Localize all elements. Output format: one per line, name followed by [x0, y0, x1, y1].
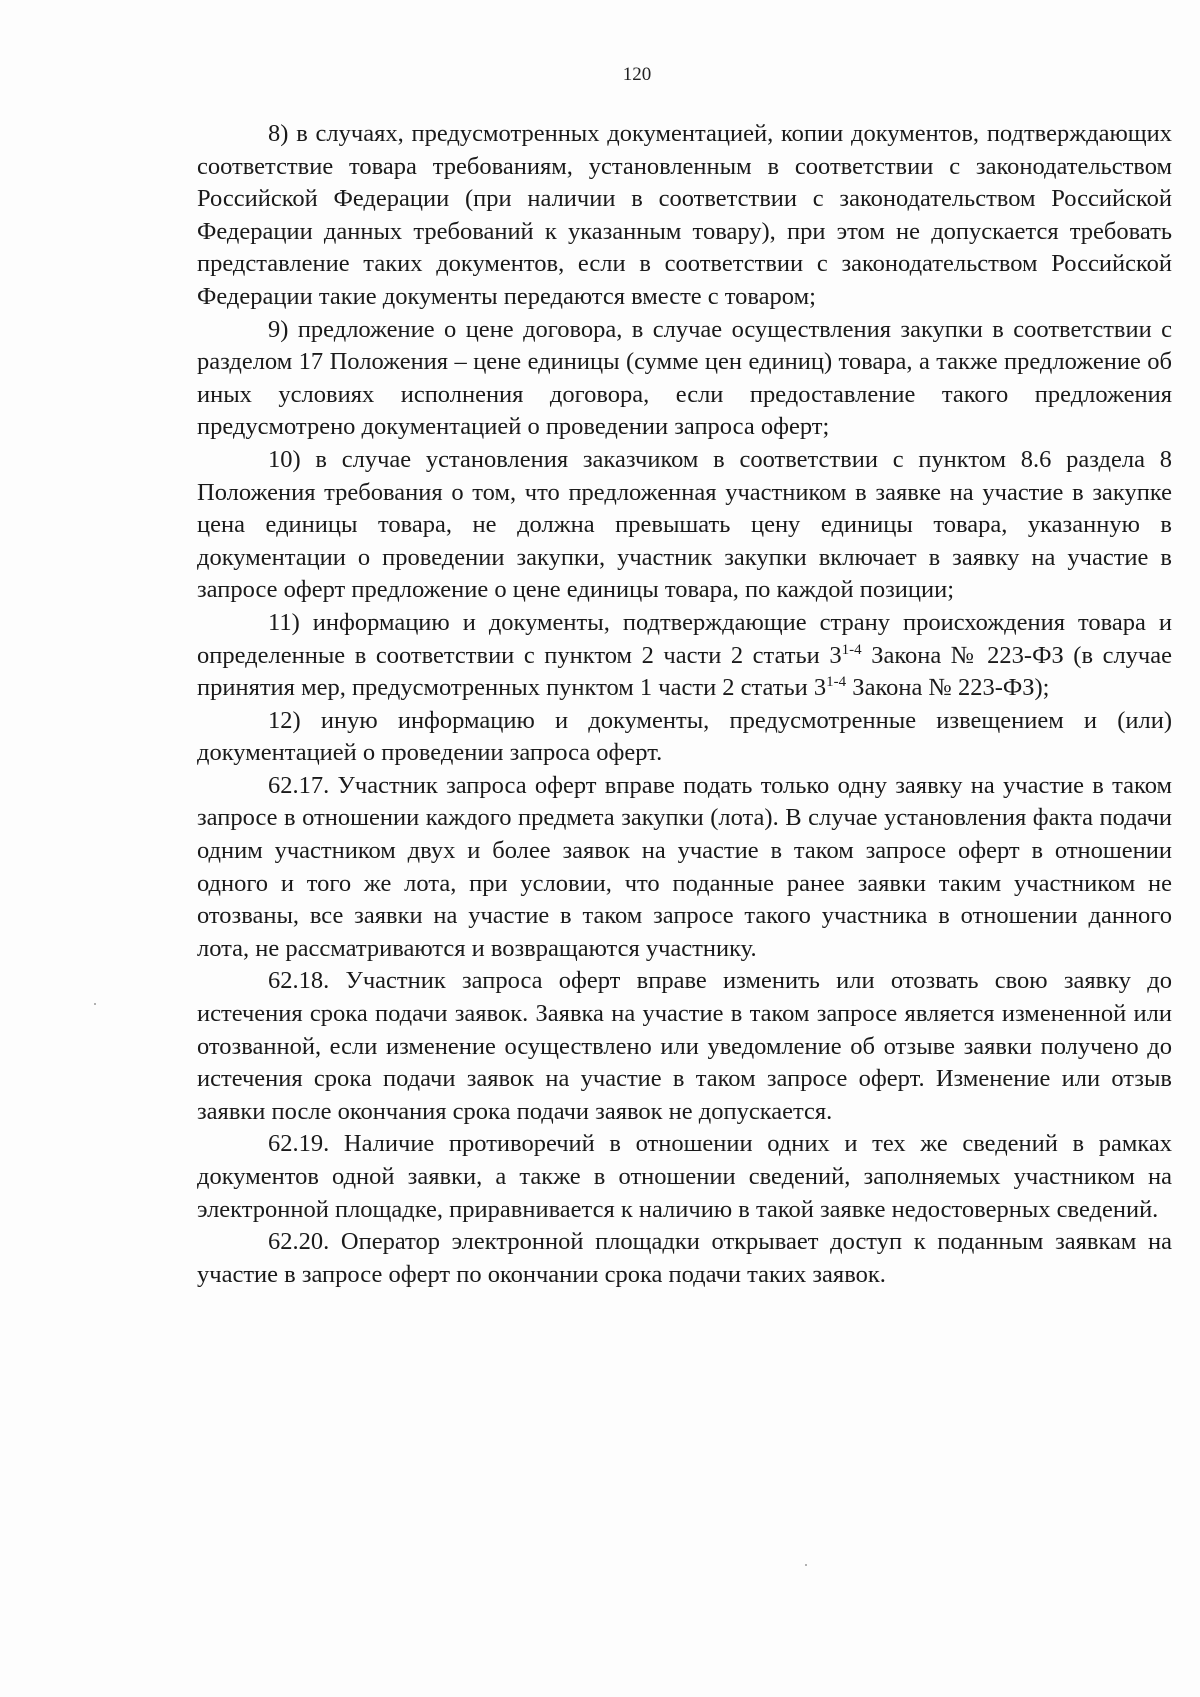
scan-speck [94, 1003, 96, 1005]
paragraph-62-20: 62.20. Оператор электронной площадки открывает доступ к поданным заявкам на участие в запросе оферт по окончании срока подачи таких заявок. [197, 1228, 1172, 1288]
paragraph-item-8: 8) в случаях, предусмотренных документацией, копии документов, подтверждающих соответствие товара требованиям, установленным в соответствии с законодательством Российской Федерации (при наличии в соответствии с законодательством Российской Федерации данных требований к указанным товару), при этом не допускается требовать представление таких документов, если в соответствии с законодательством Российской Федерации такие документы передаются вместе с товаром; [197, 120, 1172, 310]
paragraph-item-11-part-c: Закона № 223-ФЗ); [846, 674, 1050, 702]
superscript-article-number: 1-4 [841, 641, 862, 658]
scan-speck [805, 1564, 807, 1566]
paragraph-62-18: 62.18. Участник запроса оферт вправе изменить или отозвать свою заявку до истечения срока подачи заявок. Заявка на участие в таком запросе является измененной или отозванной, если изменение осуществлено или уведомление об отзыве заявки получено до истечения срока подачи заявок на участие в таком запросе оферт. Изменение или отзыв заявки после окончания срока подачи заявок не допускается. [197, 967, 1172, 1125]
page-number: 120 [622, 64, 652, 85]
paragraph-item-11 [197, 607, 1172, 705]
paragraph-item-11-part-a: 11) информацию и документы, подтверждающие страну происхождения товара и определенные в соответствии с пунктом 2 части 2 статьи 3 [197, 608, 1172, 669]
paragraph-item-9: 9) предложение о цене договора, в случае осуществления закупки в соответствии с разделом 17 Положения – цене единицы (сумме цен единиц) товара, а также предложение об иных условиях исполнения договора, если предоставление такого предложения предусмотрено документацией о проведении запроса оферт; [197, 315, 1172, 441]
paragraph-62-17: 62.17. Участник запроса оферт вправе подать только одну заявку на участие в таком запросе в отношении каждого предмета закупки (лота). В случае установления факта подачи одним участником двух и более заявок на участие в таком запросе оферт в отношении одного и того же лота, при условии, что поданные ранее заявки таким участником не отозваны, все заявки на участие в таком запросе такого участника в отношении данного лота, не рассматриваются и возвращаются участнику. [197, 771, 1172, 962]
paragraph-item-12: 12) иную информацию и документы, предусмотренные извещением и (или) документацией о проведении запроса оферт. [197, 706, 1172, 767]
paragraph-62-19: 62.19. Наличие противоречий в отношении одних и тех же сведений в рамках документов одной заявки, а также в отношении сведений, заполняемых участником на электронной площадке, приравнивается к наличию в такой заявке недостоверных сведений. [197, 1130, 1172, 1223]
paragraph-item-11-part-b: Закона № 223-ФЗ (в случае принятия мер, предусмотренных пунктом 1 части 2 статьи 3 [197, 641, 1173, 702]
document-body [197, 118, 1172, 1291]
superscript-article-number: 1-4 [826, 674, 847, 691]
paragraph-item-10: 10) в случае установления заказчиком в соответствии с пунктом 8.6 раздела 8 Положения требования о том, что предложенная участником в заявке на участие в закупке цена единицы товара, не должна превышать цену единицы товара, указанную в документации о проведении закупки, участник закупки включает в заявку на участие в запросе оферт предложение о цене единицы товара, по каждой позиции; [197, 445, 1172, 604]
